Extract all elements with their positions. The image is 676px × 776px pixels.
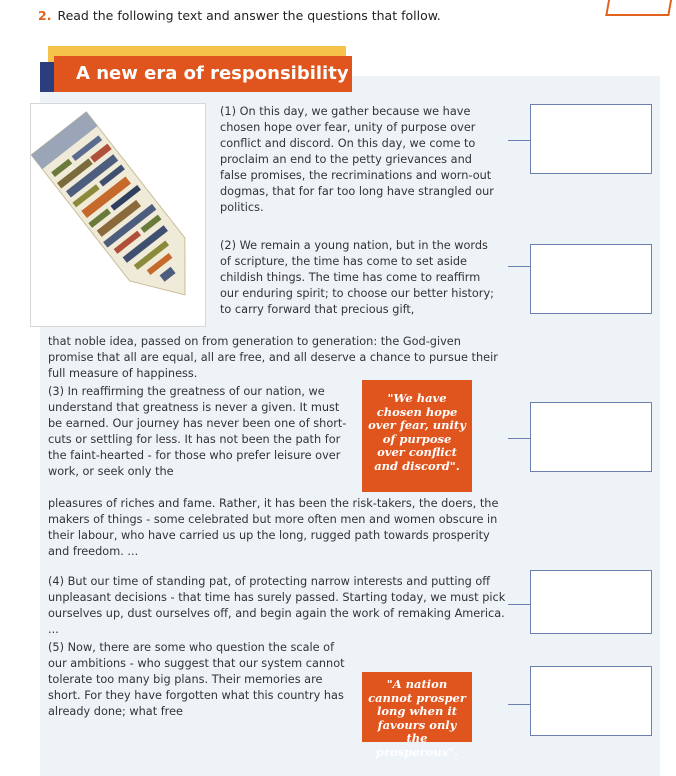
answer-box-4[interactable] bbox=[530, 570, 652, 634]
connector-line bbox=[508, 266, 530, 267]
paragraph-3-bottom bbox=[48, 496, 508, 560]
title-accent bbox=[40, 62, 54, 92]
instruction-text: Read the following text and answer the questions that follow. bbox=[57, 8, 441, 23]
connector-line bbox=[508, 604, 530, 605]
pencil-wordcloud bbox=[31, 104, 205, 326]
paragraph-5-text: (5) Now, there are some who question the scale of our ambitions - who suggest that our system cannot tolerate too many big plans. Their memories are short. For they have forgotten what this country has already done; what free bbox=[48, 641, 345, 718]
paragraph-4-text: (4) But our time of standing pat, of protecting narrow interests and putting off unpleasant decisions - that time has surely passed. Starting today, we must pick ourselves up, dust ourselves off, and begin again the work of remaking America. ... bbox=[48, 575, 506, 636]
paragraph-2-text-a: (2) We remain a young nation, but in the words of scripture, the time has come to set aside childish things. The time has come to reaffirm our enduring spirit; to choose our better history; to carry forward that precious gift, bbox=[220, 239, 494, 316]
answer-box-5[interactable] bbox=[530, 666, 652, 736]
connector-line bbox=[508, 438, 530, 439]
answer-box-1[interactable] bbox=[530, 104, 652, 174]
instruction bbox=[38, 8, 441, 23]
paragraph-5 bbox=[48, 640, 348, 720]
paragraph-3-text-b: pleasures of riches and fame. Rather, it has been the risk-takers, the doers, the makers of things - some celebrated but more often men and women obscure in their labour, who have carried us up the long, rugged path towards prosperity and freedom. ... bbox=[48, 497, 499, 558]
wordcloud-image bbox=[30, 103, 206, 327]
paragraph-2-text-b: that noble idea, passed on from generation to generation: the God-given promise that all are equal, all are free, and all deserve a chance to pursue their full measure of happiness. bbox=[48, 335, 498, 380]
connector-line bbox=[508, 704, 530, 705]
section-title: A new era of responsibility bbox=[54, 56, 352, 92]
connector-line bbox=[508, 140, 530, 141]
question-number: 2. bbox=[38, 8, 52, 23]
paragraph-3-top bbox=[48, 384, 348, 480]
pull-quote-2: "A nation cannot prosper long when it favours only the prosperous". bbox=[362, 672, 472, 742]
paragraph-2-bottom bbox=[48, 334, 508, 382]
paragraph-2-top bbox=[220, 238, 502, 318]
answer-box-3[interactable] bbox=[530, 402, 652, 472]
paragraph-1-text: (1) On this day, we gather because we have chosen hope over fear, unity of purpose over conflict and discord. On this day, we come to proclaim an end to the petty grievances and false promises, the recriminations and worn-out dogmas, that for far too long have strangled our politics. bbox=[220, 105, 494, 214]
corner-decoration bbox=[605, 0, 673, 16]
answer-box-2[interactable] bbox=[530, 244, 652, 314]
paragraph-3-text-a: (3) In reaffirming the greatness of our nation, we understand that greatness is never a given. It must be earned. Our journey has never been one of short-cuts or settling for less. It has not been the path for the faint-hearted - for those who prefer leisure over work, or seek only the bbox=[48, 385, 347, 478]
paragraph-1 bbox=[220, 104, 502, 216]
paragraph-4 bbox=[48, 574, 508, 638]
pull-quote-1: "We have chosen hope over fear, unity of purpose over conflict and discord". bbox=[362, 380, 472, 492]
